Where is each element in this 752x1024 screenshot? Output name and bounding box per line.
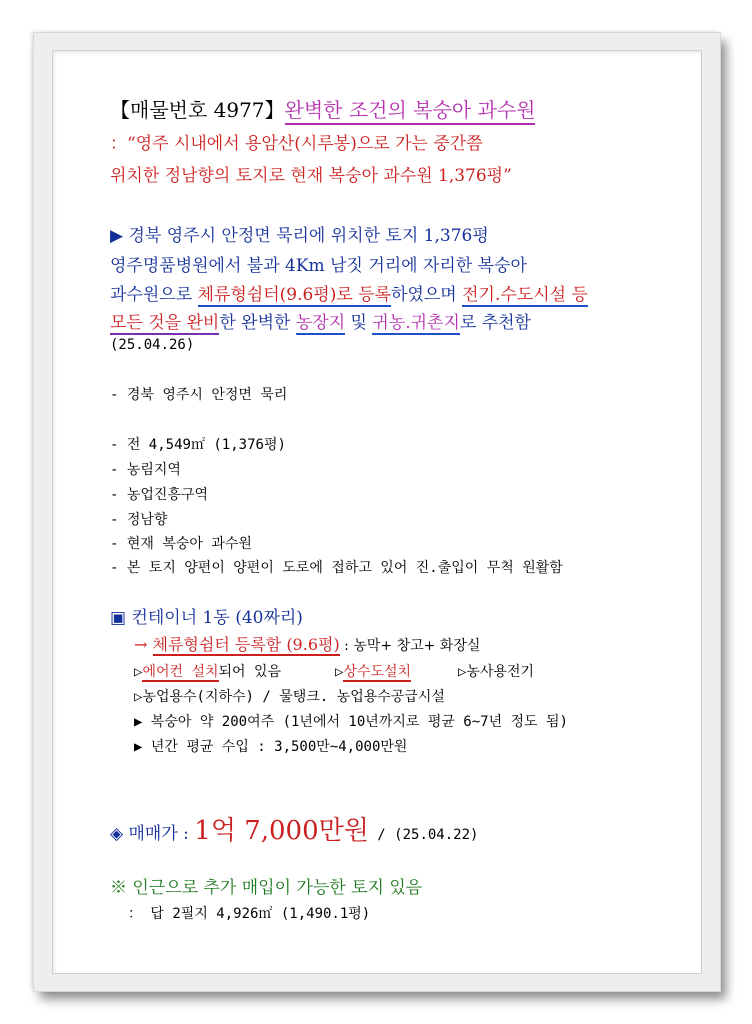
shelter-desc: : 농막+ 창고+ 화장실 (339, 638, 481, 654)
headline-row (110, 94, 535, 123)
shelter-row (134, 632, 480, 655)
farmland-highlight: 농장지 (295, 313, 346, 333)
utilities-highlight: 전기.수도시설 등 (462, 285, 588, 305)
detail-item: - 현재 복숭아 과수원 (110, 536, 252, 552)
fully-equipped-highlight: 모든 것을 완비 (110, 313, 220, 333)
container-title: ▣ 컨테이너 1동 (40짜리) (110, 608, 303, 628)
summary-line-4 (110, 308, 531, 333)
summary-line-2: 영주명품병원에서 불과 4Km 남짓 거리에 자리한 복숭아 (110, 256, 527, 276)
shelter-registration-highlight: 체류형쉼터(9.6평)로 등록 (197, 285, 392, 305)
detail-item: - 전 4,549㎡ (1,376평) (110, 437, 286, 453)
address-line: - 경북 영주시 안정면 묵리 (110, 387, 288, 403)
triangle-icon: ▷ (134, 664, 143, 680)
price-row (110, 810, 478, 847)
irrigation-line: ▷농업용수(지하수) / 물탱크. 농업용수공급시설 (134, 689, 445, 705)
facility-row (134, 661, 281, 681)
arrow-icon: → (134, 635, 153, 654)
extra-land-title: ※ 인근으로 추가 매입이 가능한 토지 있음 (110, 878, 423, 898)
quote-line-2: 위치한 정남향의 토지로 현재 복숭아 과수원 1,376평” (110, 166, 512, 186)
aircon-label: 에어컨 설치 (142, 664, 219, 680)
summary-line-1: ▶ 경북 영주시 안정면 묵리에 위치한 토지 1,376평 (110, 226, 489, 246)
listing-number: 【매물번호 4977】 (110, 98, 285, 122)
summary-line-3 (110, 280, 588, 305)
detail-item: - 농업진흥구역 (110, 487, 209, 503)
summary-text: 로 추천함 (459, 313, 531, 333)
summary-text: 과수원으로 (110, 285, 198, 305)
trees-line: ▶ 복숭아 약 200여주 (1년에서 10년까지로 평균 6~7년 정도 됨) (134, 714, 568, 730)
triangle-icon: ▷ (335, 664, 344, 680)
farm-power: ▷농사용전기 (458, 664, 535, 680)
headline: 완벽한 조건의 복숭아 과수원 (285, 98, 536, 125)
extra-land-detail: ： 답 2필지 4,926㎡ (1,490.1평) (128, 906, 371, 922)
aircon-suffix: 되어 있음 (218, 664, 282, 680)
income-line: ▶ 년간 평균 수입 : 3,500만~4,000만원 (134, 739, 408, 755)
summary-text: 한 완벽한 (219, 313, 296, 333)
detail-item: - 정남향 (110, 512, 168, 528)
return-to-farm-highlight: 귀농.귀촌지 (372, 313, 460, 333)
detail-item: - 본 토지 양편이 양편이 도로에 접하고 있어 진.출입이 무척 원활함 (110, 560, 563, 576)
shelter-label: 체류형쉼터 등록함 (9.6평) (152, 635, 340, 654)
price-date: / (25.04.22) (368, 827, 479, 843)
detail-item: - 농림지역 (110, 462, 181, 478)
quote-line-1: ：“영주 시내에서 용암산(시루봉)으로 가는 중간쯤 (110, 134, 483, 154)
water-supply-label: 상수도설치 (343, 664, 412, 680)
price-label: ◈ 매매가 : (110, 824, 195, 844)
summary-text: 하였으며 (391, 285, 463, 305)
price-value: 1억 7,000만원 (194, 816, 369, 846)
summary-text: 및 (345, 313, 373, 333)
summary-date: (25.04.26) (110, 337, 195, 353)
water-supply (335, 661, 411, 681)
